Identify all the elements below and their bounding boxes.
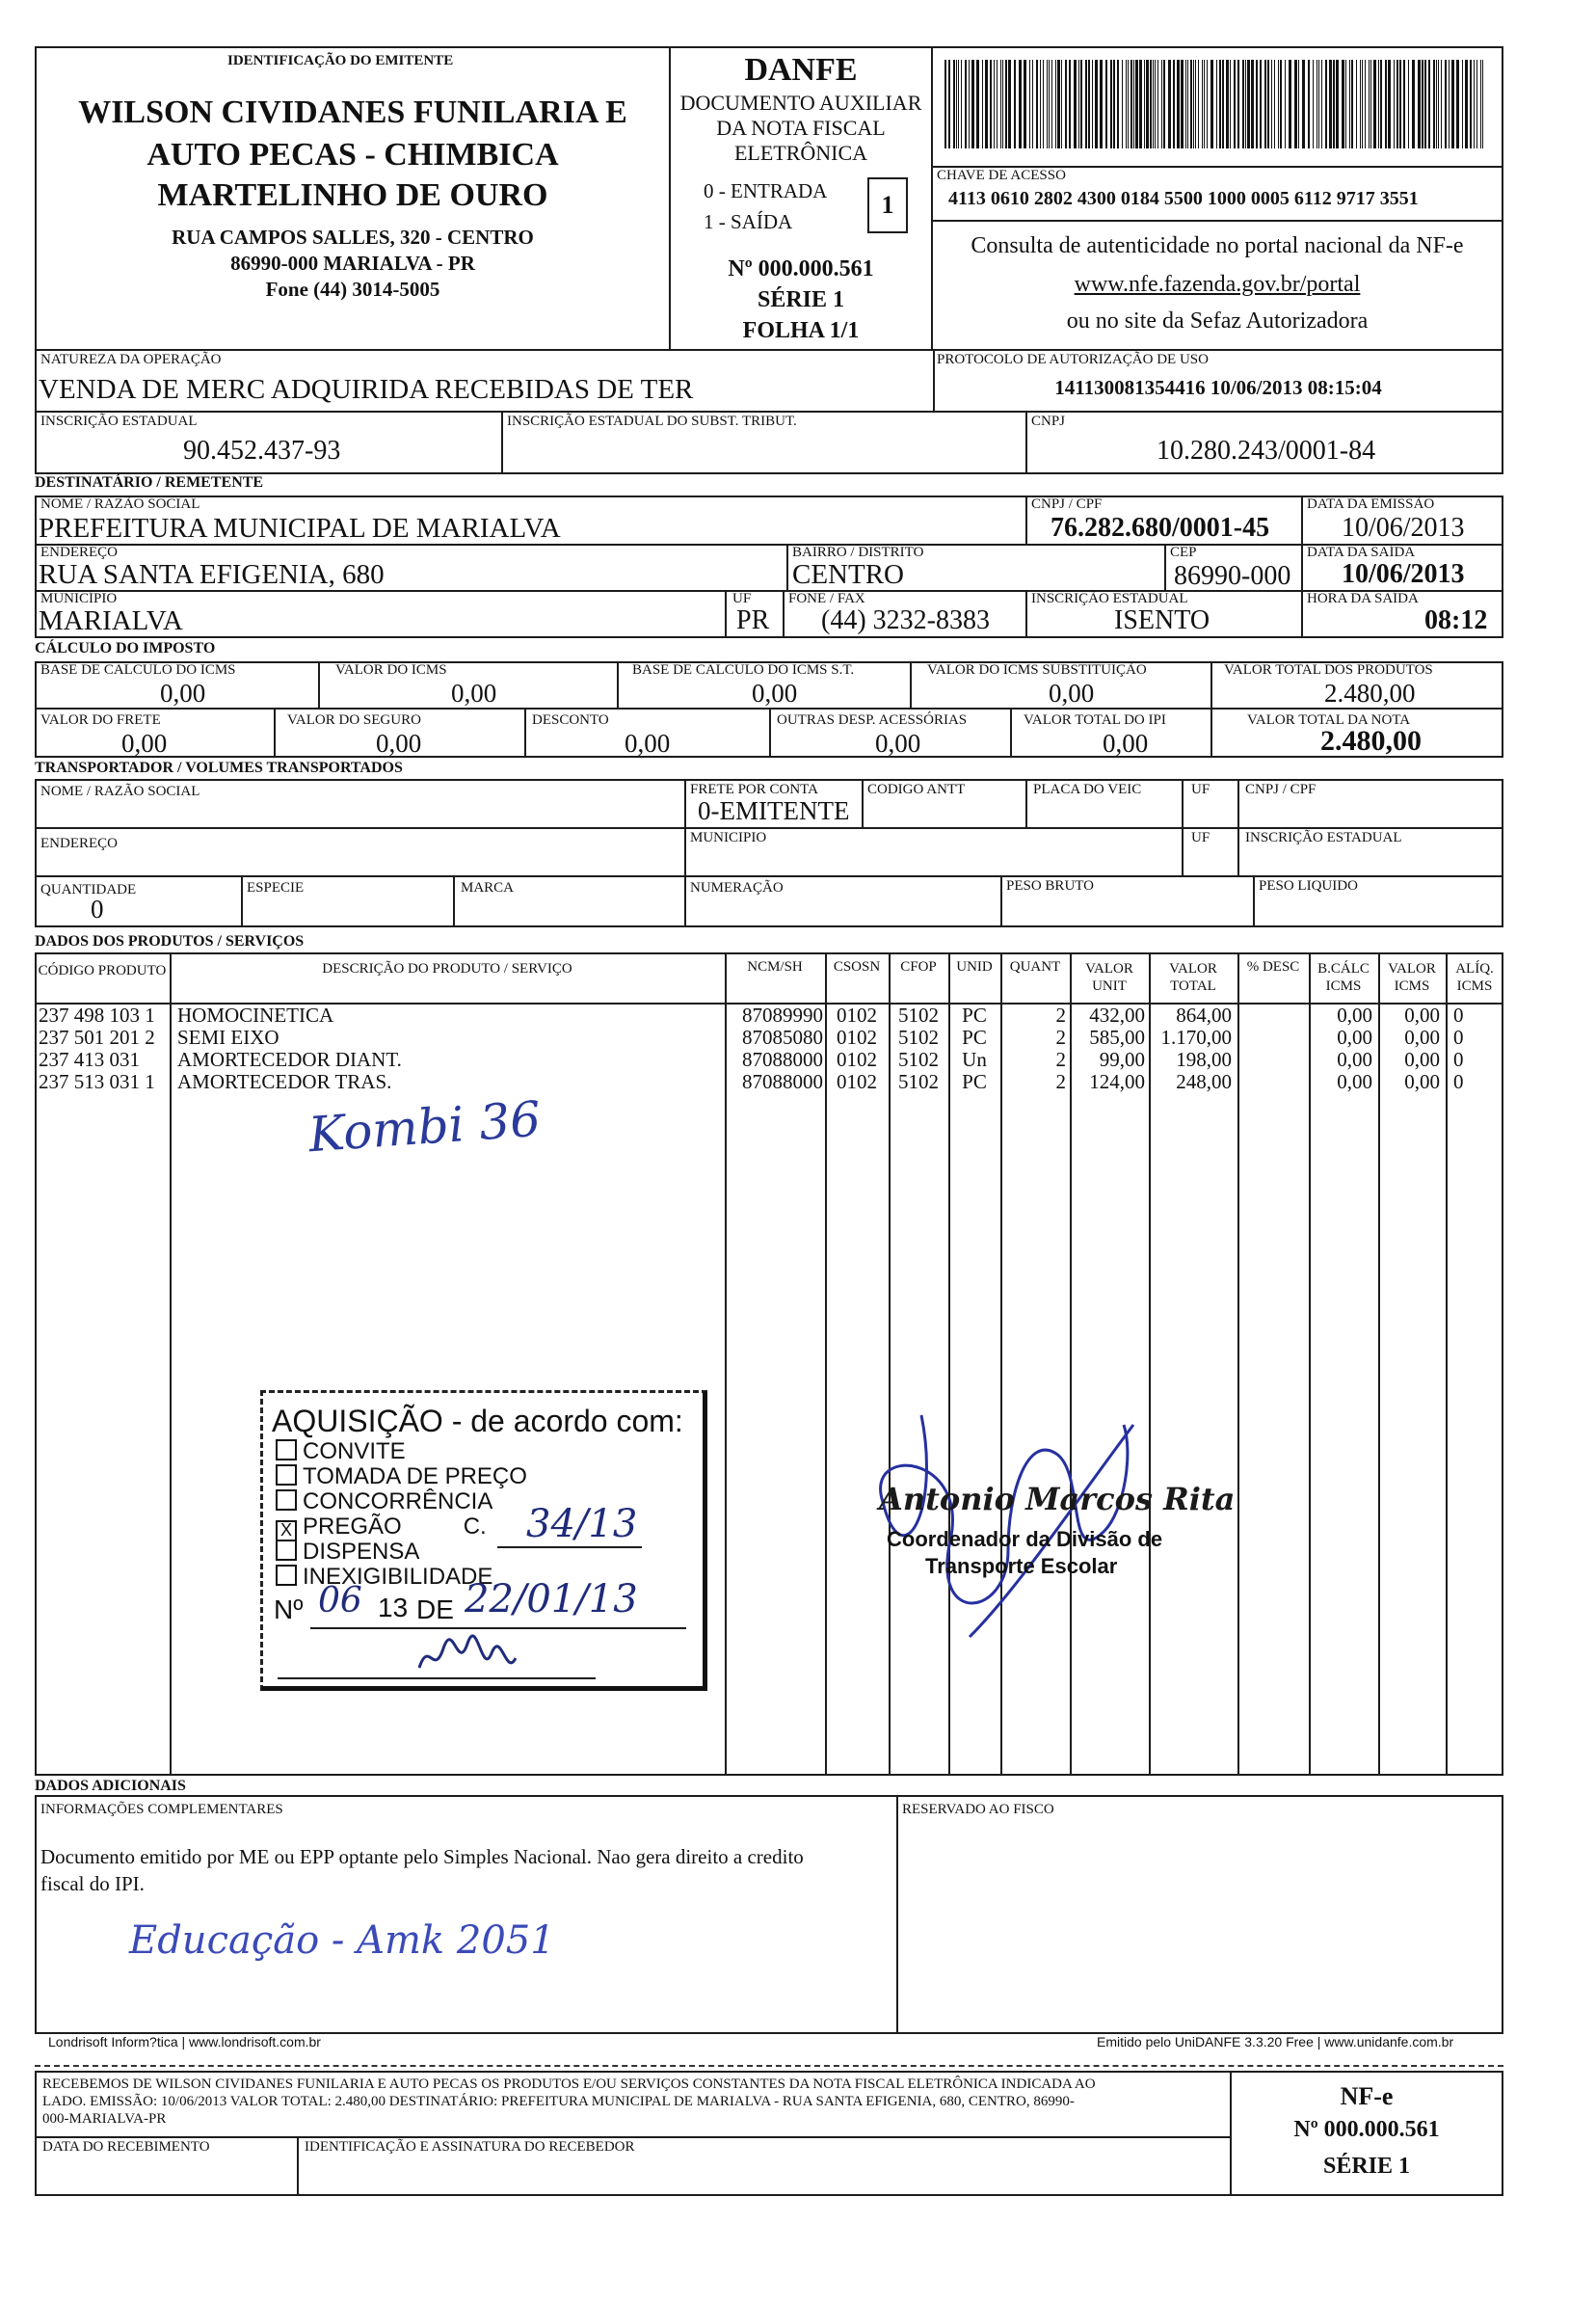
danfe-subtitle-1: DOCUMENTO AUXILIAR — [679, 91, 922, 115]
recip-emissao-label: DATA DA EMISSÃO — [1307, 496, 1435, 512]
recip-bairro-label: BAIRRO / DISTRITO — [792, 545, 924, 560]
product-cell-vtotal: 198,00 — [1176, 1048, 1232, 1071]
emitter-name-1: WILSON CIVIDANES FUNILARIA E — [78, 94, 627, 130]
protocolo-label: PROTOCOLO DE AUTORIZAÇÃO DE USO — [937, 352, 1209, 367]
stamp-tomada: TOMADA DE PREÇO — [276, 1463, 527, 1490]
transp-uf2-label: UF — [1191, 830, 1210, 845]
natureza-value: VENDA DE MERC ADQUIRIDA RECEBIDAS DE TER — [39, 374, 694, 405]
recip-nome: PREFEITURA MUNICIPAL DE MARIALVA — [39, 513, 561, 544]
stamp-title: AQUISIÇÃO - de acordo com: — [272, 1404, 683, 1438]
hdr-cfop: CFOP — [900, 959, 937, 975]
product-cell-aliq: 0 — [1453, 1070, 1464, 1093]
hdr-vunit: VALOR UNIT — [1085, 961, 1133, 994]
product-cell-ncm: 87089990 — [742, 1004, 823, 1027]
recip-fone-label: FONE / FAX — [788, 591, 865, 606]
quantidade: 0 — [91, 895, 104, 924]
product-cell-codigo: 237 498 103 1 — [39, 1004, 155, 1027]
hdr-aliq: ALÍQ. ICMS — [1455, 961, 1494, 994]
recip-nome-label: NOME / RAZÃO SOCIAL — [40, 496, 200, 512]
recip-saida: 10/06/2013 — [1342, 559, 1465, 589]
danfe-numero: Nº 000.000.561 — [728, 256, 874, 281]
stamp-year: 13 — [378, 1593, 409, 1622]
receipt-text-2: LADO. EMISSÃO: 10/06/2013 VALOR TOTAL: 2.480,00 DESTINATÁRIO: PREFEITURA MUNICIPAL DE MARIALVA - RUA SANTA EFIGENIA, 680, CENTRO, 86990- — [42, 2094, 1075, 2109]
receipt-numero: Nº 000.000.561 — [1293, 2117, 1440, 2142]
recip-bairro: CENTRO — [792, 559, 904, 590]
recip-municipio: MARIALVA — [39, 605, 183, 636]
receipt-data-label: DATA DO RECEBIMENTO — [42, 2139, 210, 2155]
product-cell-descricao: AMORTECEDOR TRAS. — [177, 1070, 392, 1093]
convite-checkbox — [276, 1439, 297, 1460]
product-cell-codigo: 237 513 031 1 — [39, 1070, 155, 1093]
product-cell-vunit: 124,00 — [1089, 1070, 1145, 1093]
stamp-concorrencia: CONCORRÊNCIA — [276, 1488, 492, 1515]
danfe-serie: SÉRIE 1 — [757, 287, 845, 312]
product-cell-cfop: 5102 — [898, 1070, 939, 1093]
base-icms: 0,00 — [160, 679, 206, 708]
product-cell-unid: Un — [962, 1048, 987, 1071]
base-st-label: BASE DE CALCULO DO ICMS S.T. — [632, 662, 855, 678]
receipt-text-3: 000-MARIALVA-PR — [42, 2111, 167, 2127]
recip-endereco-label: ENDEREÇO — [40, 545, 118, 560]
placa-label: PLACA DO VEIC — [1033, 782, 1142, 797]
peso-liquido-label: PESO LIQUIDO — [1259, 878, 1358, 894]
recip-endereco: RUA SANTA EFIGENIA, 680 — [39, 559, 385, 590]
hdr-vtotal: VALOR TOTAL — [1169, 961, 1217, 994]
antt-label: CODIGO ANTT — [867, 782, 966, 797]
transp-endereco-label: ENDEREÇO — [40, 836, 118, 851]
hdr-unid: UNID — [956, 959, 993, 975]
product-cell-vtotal: 1.170,00 — [1160, 1026, 1232, 1049]
emitter-city: 86990-000 MARIALVA - PR — [230, 252, 475, 275]
product-cell-quant: 2 — [1055, 1070, 1066, 1093]
outras-label: OUTRAS DESP. ACESSÓRIAS — [777, 712, 968, 728]
total-nota: 2.480,00 — [1320, 725, 1422, 757]
product-cell-unid: PC — [962, 1070, 987, 1093]
recip-hora-label: HORA DA SAÍDA — [1307, 591, 1419, 606]
valor-st-label: VALOR DO ICMS SUBSTITUIÇÃO — [927, 662, 1147, 678]
emitter-address: RUA CAMPOS SALLES, 320 - CENTRO — [172, 226, 534, 249]
product-cell-descricao: HOMOCINETICA — [177, 1004, 334, 1027]
total-prod: 2.480,00 — [1324, 679, 1416, 708]
cut-line — [35, 2065, 1503, 2067]
product-cell-bcalc: 0,00 — [1337, 1048, 1372, 1071]
info-text-2: fiscal do IPI. — [40, 1872, 145, 1895]
ipi: 0,00 — [1103, 729, 1149, 758]
recip-cep-label: CEP — [1170, 545, 1197, 560]
recip-fone: (44) 3232-8383 — [821, 605, 990, 635]
product-cell-quant: 2 — [1055, 1048, 1066, 1071]
info-text-1: Documento emitido por ME ou EPP optante pelo Simples Nacional. Nao gera direito a credito — [40, 1845, 804, 1868]
product-cell-codigo: 237 501 201 2 — [39, 1026, 155, 1049]
recip-hora: 08:12 — [1424, 605, 1488, 635]
hdr-ncm: NCM/SH — [747, 959, 803, 975]
product-cell-ncm: 87088000 — [742, 1070, 823, 1093]
transp-municipio-label: MUNICIPIO — [690, 830, 767, 845]
recip-cnpj: 76.282.680/0001-45 — [1051, 513, 1270, 543]
handwritten-kombi: Kombi 36 — [306, 1090, 543, 1164]
product-cell-cfop: 5102 — [898, 1026, 939, 1049]
receipt-text-1: RECEBEMOS DE WILSON CIVIDANES FUNILARIA E AUTO PECAS OS PRODUTOS E/OU SERVIÇOS CONSTANTES DA NOTA FISCAL ELETRÔNICA INDICADA AO — [42, 2076, 1096, 2092]
product-cell-unid: PC — [962, 1026, 987, 1049]
natureza-label: NATUREZA DA OPERAÇÃO — [40, 352, 222, 367]
product-cell-vunit: 585,00 — [1089, 1026, 1145, 1049]
dispensa-checkbox — [276, 1540, 297, 1561]
receipt-nfe: NF-e — [1340, 2082, 1394, 2110]
pregao-checkbox: X — [276, 1520, 297, 1541]
recip-cep: 86990-000 — [1174, 561, 1291, 591]
product-cell-descricao: AMORTECEDOR DIANT. — [177, 1048, 402, 1071]
seguro: 0,00 — [376, 729, 422, 758]
access-key-label: CHAVE DE ACESSO — [937, 168, 1066, 183]
concorrencia-checkbox — [276, 1489, 297, 1511]
transp-ie-label: INSCRIÇÃO ESTADUAL — [1245, 830, 1402, 845]
product-cell-vicms: 0,00 — [1404, 1070, 1440, 1093]
fisco-label: RESERVADO AO FISCO — [902, 1802, 1054, 1817]
products-section: DADOS DOS PRODUTOS / SERVIÇOS — [35, 933, 305, 950]
hdr-descricao: DESCRIÇÃO DO PRODUTO / SERVIÇO — [322, 961, 572, 977]
recip-municipio-label: MUNICÍPIO — [40, 591, 118, 606]
danfe-saida: 1 - SAÍDA — [704, 210, 793, 233]
hdr-vicms: VALOR ICMS — [1388, 961, 1436, 994]
transp-nome-label: NOME / RAZÃO SOCIAL — [40, 784, 200, 799]
cnpj-value: 10.280.243/0001-84 — [1157, 436, 1376, 466]
recip-ie: ISENTO — [1114, 605, 1210, 635]
valor-icms: 0,00 — [451, 679, 497, 708]
info-label: INFORMAÇÕES COMPLEMENTARES — [40, 1802, 283, 1817]
access-key: 4113 0610 2802 4300 0184 5500 1000 0005 6112 9717 3551 — [948, 188, 1419, 209]
stamp-de-label: DE — [416, 1594, 454, 1624]
emitter-phone: Fone (44) 3014-5005 — [265, 278, 440, 301]
cnpj-label: CNPJ — [1031, 414, 1066, 429]
inexig-checkbox — [276, 1565, 297, 1586]
product-cell-csosn: 0102 — [837, 1004, 877, 1027]
barcode — [944, 60, 1490, 148]
danfe-subtitle-3: ELETRÔNICA — [733, 141, 868, 165]
ie-value: 90.452.437-93 — [183, 436, 341, 466]
footer-right: Emitido pelo UniDANFE 3.3.20 Free | www.unidanfe.com.br — [1097, 2034, 1454, 2049]
stamp-pregao-number: 34/13 — [526, 1502, 638, 1546]
hdr-desc: % DESC — [1246, 959, 1300, 975]
product-cell-aliq: 0 — [1453, 1048, 1464, 1071]
recip-uf-label: UF — [732, 591, 752, 606]
product-cell-csosn: 0102 — [837, 1026, 877, 1049]
base-icms-label: BASE DE CALCULO DO ICMS — [40, 662, 236, 678]
product-cell-bcalc: 0,00 — [1337, 1070, 1372, 1093]
danfe-title: DANFE — [744, 52, 858, 88]
tomada-checkbox — [276, 1464, 297, 1486]
product-cell-ncm: 87088000 — [742, 1048, 823, 1071]
ie-st-label: INSCRIÇÃO ESTADUAL DO SUBST. TRIBUT. — [507, 414, 797, 429]
stamp-initials — [414, 1629, 520, 1687]
danfe-entrada: 0 - ENTRADA — [704, 179, 828, 202]
signature-name: Antonio Marcos Rita — [879, 1481, 1236, 1517]
hdr-csosn: CSOSN — [833, 959, 881, 975]
recip-ie-label: INSCRIÇÃO ESTADUAL — [1031, 591, 1188, 606]
total-prod-label: VALOR TOTAL DOS PRODUTOS — [1224, 662, 1433, 678]
emitter-section-label: IDENTIFICAÇÃO DO EMITENTE — [227, 53, 454, 68]
recipient-section: DESTINATÁRIO / REMETENTE — [35, 474, 264, 491]
product-cell-vicms: 0,00 — [1404, 1026, 1440, 1049]
emitter-name-2: AUTO PECAS - CHIMBICA — [146, 137, 559, 173]
danfe-subtitle-2: DA NOTA FISCAL — [716, 116, 886, 140]
frete-conta: 0-EMITENTE — [698, 796, 850, 825]
product-cell-ncm: 87085080 — [742, 1026, 823, 1049]
protocolo-value: 141130081354416 10/06/2013 08:15:04 — [1054, 376, 1382, 399]
tax-section: CÁLCULO DO IMPOSTO — [35, 640, 216, 656]
numeracao-label: NUMERAÇÃO — [690, 880, 784, 896]
stamp-dispensa: DISPENSA — [276, 1539, 419, 1566]
access-url[interactable]: www.nfe.fazenda.gov.br/portal — [1074, 272, 1361, 297]
emitter-name-3: MARTELINHO DE OURO — [157, 177, 548, 213]
product-cell-cfop: 5102 — [898, 1004, 939, 1027]
additional-box — [35, 1795, 1503, 2034]
product-cell-unid: PC — [962, 1004, 987, 1027]
quantidade-label: QUANTIDADE — [40, 882, 137, 897]
desconto-label: DESCONTO — [532, 712, 609, 728]
transport-section: TRANSPORTADOR / VOLUMES TRANSPORTADOS — [35, 760, 403, 776]
product-cell-bcalc: 0,00 — [1337, 1026, 1372, 1049]
signature-role-2: Transporte Escolar — [925, 1554, 1118, 1578]
product-cell-vicms: 0,00 — [1404, 1004, 1440, 1027]
transp-uf-label: UF — [1191, 782, 1210, 797]
product-cell-vicms: 0,00 — [1404, 1048, 1440, 1071]
product-cell-csosn: 0102 — [837, 1048, 877, 1071]
valor-st: 0,00 — [1049, 679, 1095, 708]
signature-role-1: Coordenador da Divisão de — [887, 1527, 1163, 1551]
stamp-convite: CONVITE — [276, 1438, 406, 1465]
access-consulta: Consulta de autenticidade no portal nacional da NF-e — [971, 233, 1464, 258]
marca-label: MARCA — [461, 880, 515, 896]
recip-cnpj-label: CNPJ / CPF — [1031, 496, 1103, 512]
stamp-date: 22/01/13 — [465, 1577, 638, 1621]
stamp-numero-label: Nº — [274, 1594, 304, 1624]
frete-label: VALOR DO FRETE — [40, 712, 161, 728]
product-cell-descricao: SEMI EIXO — [177, 1026, 279, 1049]
receipt-ident-label: IDENTIFICAÇÃO E ASSINATURA DO RECEBEDOR — [305, 2139, 635, 2155]
handwritten-educacao: Educação - Amk 2051 — [129, 1918, 555, 1963]
outras: 0,00 — [875, 729, 921, 758]
recip-uf: PR — [736, 605, 770, 635]
total-nota-label: VALOR TOTAL DA NOTA — [1247, 712, 1411, 728]
hdr-bcalc: B.CÁLC ICMS — [1317, 961, 1370, 994]
signature-scribble — [864, 1396, 1143, 1647]
frete: 0,00 — [121, 729, 168, 758]
valor-icms-label: VALOR DO ICMS — [335, 662, 447, 678]
ie-label: INSCRIÇÃO ESTADUAL — [40, 414, 198, 429]
access-sefaz: ou no site da Sefaz Autorizadora — [1066, 308, 1369, 334]
ipi-label: VALOR TOTAL DO IPI — [1024, 712, 1166, 728]
product-cell-vtotal: 248,00 — [1176, 1070, 1232, 1093]
seguro-label: VALOR DO SEGURO — [287, 712, 421, 728]
peso-bruto-label: PESO BRUTO — [1006, 878, 1094, 894]
frete-conta-label: FRETE POR CONTA — [690, 782, 818, 797]
hdr-quant: QUANT — [1009, 959, 1061, 975]
product-cell-vunit: 432,00 — [1089, 1004, 1145, 1027]
stamp-pregao: X PREGÃO C. — [276, 1514, 487, 1541]
product-cell-quant: 2 — [1055, 1004, 1066, 1027]
product-cell-bcalc: 0,00 — [1337, 1004, 1372, 1027]
product-cell-vunit: 99,00 — [1099, 1048, 1145, 1071]
additional-section: DADOS ADICIONAIS — [35, 1778, 186, 1794]
danfe-folha: FOLHA 1/1 — [742, 318, 860, 343]
product-cell-codigo: 237 413 031 — [39, 1048, 140, 1071]
base-st: 0,00 — [752, 679, 798, 708]
product-cell-aliq: 0 — [1453, 1004, 1464, 1027]
recip-emissao: 10/06/2013 — [1342, 513, 1465, 543]
product-cell-cfop: 5102 — [898, 1048, 939, 1071]
stamp-inexig: INEXIGIBILIDADE — [276, 1564, 492, 1591]
product-cell-vtotal: 864,00 — [1176, 1004, 1232, 1027]
receipt-serie: SÉRIE 1 — [1322, 2154, 1411, 2179]
hdr-codigo: CÓDIGO PRODUTO — [38, 963, 167, 978]
danfe-tipo-box: 1 — [867, 177, 908, 233]
product-cell-csosn: 0102 — [837, 1070, 877, 1093]
product-cell-quant: 2 — [1055, 1026, 1066, 1049]
desconto: 0,00 — [625, 729, 671, 758]
transp-cnpj-label: CNPJ / CPF — [1245, 782, 1317, 797]
especie-label: ESPECIE — [247, 880, 305, 896]
stamp-numero: 06 — [318, 1581, 362, 1621]
recip-saida-label: DATA DA SAÍDA — [1307, 545, 1416, 560]
product-cell-aliq: 0 — [1453, 1026, 1464, 1049]
footer-left: Londrisoft Inform?tica | www.londrisoft.com.br — [48, 2034, 321, 2049]
